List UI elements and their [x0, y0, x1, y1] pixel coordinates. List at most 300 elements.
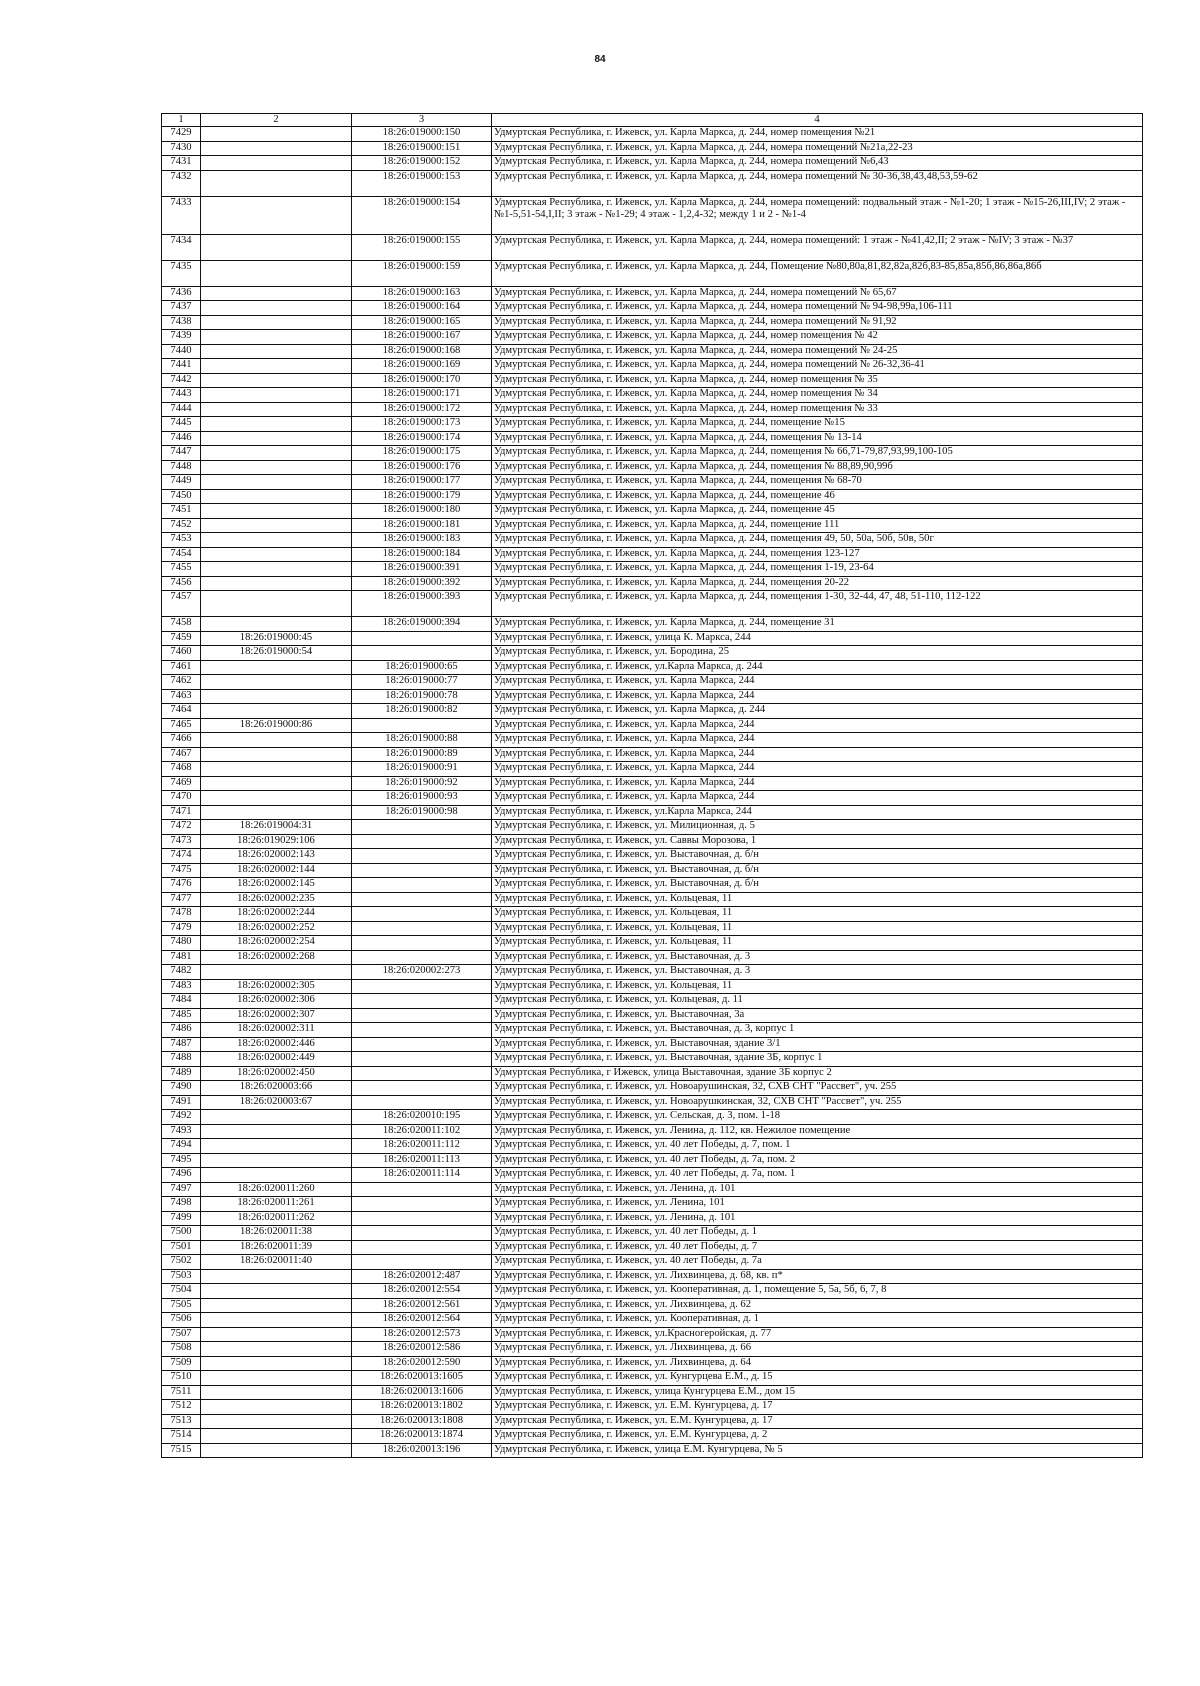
row-number: 7454 — [162, 547, 201, 562]
table-row — [162, 1211, 1143, 1226]
cadastral-number-land: 18:26:020002:449 — [201, 1052, 352, 1067]
cadastral-number-premises: 18:26:019000:163 — [352, 286, 492, 301]
row-number: 7457 — [162, 591, 201, 617]
cadastral-number-premises: 18:26:019000:181 — [352, 518, 492, 533]
address: Удмуртская Республика, г. Ижевск, ул. 40 лет Победы, д. 1 — [492, 1226, 1143, 1241]
cadastral-number-land — [201, 704, 352, 719]
row-number: 7500 — [162, 1226, 201, 1241]
cadastral-number-land: 18:26:020002:307 — [201, 1008, 352, 1023]
row-number: 7463 — [162, 689, 201, 704]
cadastral-number-premises: 18:26:019000:65 — [352, 660, 492, 675]
cadastral-number-land: 18:26:020002:268 — [201, 950, 352, 965]
cadastral-number-land — [201, 301, 352, 316]
cadastral-number-premises — [352, 994, 492, 1009]
cadastral-number-land — [201, 315, 352, 330]
cadastral-number-premises: 18:26:020011:102 — [352, 1124, 492, 1139]
cadastral-number-land: 18:26:020011:261 — [201, 1197, 352, 1212]
address: Удмуртская Республика, г. Ижевск, ул. Карла Маркса, д. 244, номера помещений №21а,22-23 — [492, 141, 1143, 156]
table-row — [162, 1356, 1143, 1371]
table-row — [162, 1443, 1143, 1458]
cadastral-number-premises: 18:26:019000:82 — [352, 704, 492, 719]
address: Удмуртская Республика, г. Ижевск, ул. Выставочная, д. 3 — [492, 950, 1143, 965]
row-number: 7441 — [162, 359, 201, 374]
row-number: 7448 — [162, 460, 201, 475]
address: Удмуртская Республика, г. Ижевск, ул. Лихвинцева, д. 62 — [492, 1298, 1143, 1313]
cadastral-number-premises — [352, 1211, 492, 1226]
table-body — [162, 114, 1143, 1458]
cadastral-number-land — [201, 1124, 352, 1139]
table-row — [162, 576, 1143, 591]
table-row — [162, 1182, 1143, 1197]
address: Удмуртская Республика, г. Ижевск, ул. Выставочная, д. б/н — [492, 849, 1143, 864]
cadastral-number-land — [201, 431, 352, 446]
cadastral-number-premises — [352, 1037, 492, 1052]
table-row — [162, 286, 1143, 301]
table-row — [162, 1153, 1143, 1168]
table-row — [162, 1008, 1143, 1023]
cadastral-number-land: 18:26:020011:260 — [201, 1182, 352, 1197]
address: Удмуртская Республика, г. Ижевск, ул. Карла Маркса, 244 — [492, 675, 1143, 690]
address: Удмуртская Республика, г. Ижевск, ул. Кооперативная, д. 1 — [492, 1313, 1143, 1328]
cadastral-number-land — [201, 591, 352, 617]
table-row — [162, 979, 1143, 994]
address: Удмуртская Республика, г. Ижевск, ул.Карла Маркса, д. 244 — [492, 660, 1143, 675]
address: Удмуртская Республика, г. Ижевск, ул. Карла Маркса, д. 244, номер помещения № 42 — [492, 330, 1143, 345]
table-row — [162, 631, 1143, 646]
address: Удмуртская Республика, г. Ижевск, ул. Кольцевая, 11 — [492, 907, 1143, 922]
cadastral-number-premises — [352, 979, 492, 994]
row-number: 7479 — [162, 921, 201, 936]
address: Удмуртская Республика, г. Ижевск, ул. Карла Маркса, д. 244, номера помещений № 65,67 — [492, 286, 1143, 301]
row-number: 7462 — [162, 675, 201, 690]
table-row — [162, 562, 1143, 577]
table-row — [162, 994, 1143, 1009]
address: Удмуртская Республика, г. Ижевск, ул. 40 лет Победы, д. 7, пом. 1 — [492, 1139, 1143, 1154]
cadastral-number-premises: 18:26:019000:78 — [352, 689, 492, 704]
table-row — [162, 1052, 1143, 1067]
row-number: 7482 — [162, 965, 201, 980]
table-row — [162, 196, 1143, 234]
row-number: 7452 — [162, 518, 201, 533]
row-number: 7513 — [162, 1414, 201, 1429]
cadastral-number-land — [201, 675, 352, 690]
cadastral-number-premises — [352, 646, 492, 661]
cadastral-number-premises: 18:26:020012:561 — [352, 1298, 492, 1313]
row-number: 7498 — [162, 1197, 201, 1212]
row-number: 7506 — [162, 1313, 201, 1328]
table-row — [162, 617, 1143, 632]
address: Удмуртская Республика, г. Ижевск, ул. Кольцевая, 11 — [492, 892, 1143, 907]
cadastral-number-premises: 18:26:019000:176 — [352, 460, 492, 475]
cadastral-number-land — [201, 141, 352, 156]
row-number: 7495 — [162, 1153, 201, 1168]
cadastral-number-premises — [352, 921, 492, 936]
row-number: 7450 — [162, 489, 201, 504]
address: Удмуртская Республика, г. Ижевск, ул. Кунгурцева Е.М., д. 15 — [492, 1371, 1143, 1386]
table-row — [162, 1327, 1143, 1342]
cadastral-number-premises — [352, 1226, 492, 1241]
row-number: 7480 — [162, 936, 201, 951]
row-number: 7512 — [162, 1400, 201, 1415]
cadastral-number-land: 18:26:020002:306 — [201, 994, 352, 1009]
cadastral-number-premises: 18:26:020013:196 — [352, 1443, 492, 1458]
row-number: 7504 — [162, 1284, 201, 1299]
cadastral-number-land: 18:26:020002:143 — [201, 849, 352, 864]
cadastral-number-land — [201, 562, 352, 577]
cadastral-number-premises — [352, 1095, 492, 1110]
table-row — [162, 315, 1143, 330]
row-number: 7447 — [162, 446, 201, 461]
table-row — [162, 762, 1143, 777]
table-row — [162, 504, 1143, 519]
row-number: 7474 — [162, 849, 201, 864]
table-row — [162, 431, 1143, 446]
header-col-1: 1 — [162, 114, 201, 127]
cadastral-number-land — [201, 1371, 352, 1386]
row-number: 7445 — [162, 417, 201, 432]
cadastral-number-premises — [352, 631, 492, 646]
cadastral-number-land — [201, 1414, 352, 1429]
row-number: 7491 — [162, 1095, 201, 1110]
row-number: 7465 — [162, 718, 201, 733]
cadastral-number-land: 18:26:020002:144 — [201, 863, 352, 878]
table-row — [162, 1081, 1143, 1096]
cadastral-number-premises: 18:26:019000:93 — [352, 791, 492, 806]
table-row — [162, 547, 1143, 562]
row-number: 7510 — [162, 1371, 201, 1386]
row-number: 7460 — [162, 646, 201, 661]
address: Удмуртская Республика, г. Ижевск, ул. Карла Маркса, 244 — [492, 776, 1143, 791]
address: Удмуртская Республика, г. Ижевск, ул. Карла Маркса, д. 244, номер помещения № 34 — [492, 388, 1143, 403]
table-row — [162, 950, 1143, 965]
address: Удмуртская Республика, г. Ижевск, ул. Е.М. Кунгурцева, д. 17 — [492, 1414, 1143, 1429]
cadastral-number-premises: 18:26:020013:1874 — [352, 1429, 492, 1444]
table-row — [162, 718, 1143, 733]
table-row — [162, 1298, 1143, 1313]
table-row — [162, 646, 1143, 661]
table-row — [162, 330, 1143, 345]
cadastral-number-premises: 18:26:019000:172 — [352, 402, 492, 417]
page-number: 84 — [594, 54, 606, 65]
address: Удмуртская Республика, г. Ижевск, ул. Карла Маркса, д. 244, помещение 31 — [492, 617, 1143, 632]
cadastral-number-premises — [352, 1081, 492, 1096]
table-row — [162, 878, 1143, 893]
cadastral-number-land — [201, 1153, 352, 1168]
table-row — [162, 1385, 1143, 1400]
row-number: 7487 — [162, 1037, 201, 1052]
row-number: 7453 — [162, 533, 201, 548]
cadastral-number-premises — [352, 1255, 492, 1270]
address: Удмуртская Республика, г. Ижевск, улица Е.М. Кунгурцева, № 5 — [492, 1443, 1143, 1458]
address: Удмуртская Республика, г. Ижевск, ул. Выставочная, д. 3, корпус 1 — [492, 1023, 1143, 1038]
row-number: 7444 — [162, 402, 201, 417]
address: Удмуртская Республика, г. Ижевск, ул. 40 лет Победы, д. 7 — [492, 1240, 1143, 1255]
header-col-4: 4 — [492, 114, 1143, 127]
table-row — [162, 1240, 1143, 1255]
address: Удмуртская Республика, г Ижевск, улица Выставочная, здание 3Б корпус 2 — [492, 1066, 1143, 1081]
row-number: 7443 — [162, 388, 201, 403]
table-row — [162, 591, 1143, 617]
cadastral-number-land: 18:26:020002:252 — [201, 921, 352, 936]
row-number: 7509 — [162, 1356, 201, 1371]
table-row — [162, 1371, 1143, 1386]
cadastral-number-land — [201, 689, 352, 704]
address: Удмуртская Республика, г. Ижевск, ул.Карла Маркса, 244 — [492, 805, 1143, 820]
table-row — [162, 1197, 1143, 1212]
cadastral-number-premises — [352, 1066, 492, 1081]
row-number: 7458 — [162, 617, 201, 632]
address: Удмуртская Республика, г. Ижевск, ул. Карла Маркса, д. 244, помещения № 88,89,90,99б — [492, 460, 1143, 475]
cadastral-number-land: 18:26:020002:450 — [201, 1066, 352, 1081]
table-row — [162, 156, 1143, 171]
cadastral-number-premises — [352, 878, 492, 893]
address: Удмуртская Республика, г. Ижевск, ул. Карла Маркса, д. 244, помещения № 66,71-79,87,93,99,100-105 — [492, 446, 1143, 461]
cadastral-number-land: 18:26:020002:235 — [201, 892, 352, 907]
cadastral-number-premises: 18:26:019000:179 — [352, 489, 492, 504]
property-register-table — [161, 113, 1143, 1458]
address: Удмуртская Республика, г. Ижевск, ул. Саввы Морозова, 1 — [492, 834, 1143, 849]
cadastral-number-land — [201, 489, 352, 504]
header-row — [162, 114, 1143, 127]
address: Удмуртская Республика, г. Ижевск, ул. Карла Маркса, д. 244 — [492, 704, 1143, 719]
address: Удмуртская Республика, г. Ижевск, ул. 40 лет Победы, д. 7а, пом. 1 — [492, 1168, 1143, 1183]
cadastral-number-land — [201, 344, 352, 359]
row-number: 7446 — [162, 431, 201, 446]
cadastral-number-premises: 18:26:020013:1802 — [352, 1400, 492, 1415]
address: Удмуртская Республика, г. Ижевск, ул. Новоарушкинская, 32, СХВ СНТ "Рассвет", уч. 255 — [492, 1095, 1143, 1110]
cadastral-number-premises: 18:26:019000:171 — [352, 388, 492, 403]
row-number: 7499 — [162, 1211, 201, 1226]
cadastral-number-land — [201, 234, 352, 260]
cadastral-number-premises: 18:26:019000:164 — [352, 301, 492, 316]
table-row — [162, 489, 1143, 504]
table-row — [162, 141, 1143, 156]
cadastral-number-premises — [352, 834, 492, 849]
address: Удмуртская Республика, г. Ижевск, ул. Карла Маркса, д. 244, номера помещений № 24-25 — [492, 344, 1143, 359]
address: Удмуртская Республика, г. Ижевск, ул. Карла Маркса, 244 — [492, 689, 1143, 704]
table-row — [162, 373, 1143, 388]
address: Удмуртская Республика, г. Ижевск, ул. Кольцевая, 11 — [492, 979, 1143, 994]
table-row — [162, 660, 1143, 675]
table-row — [162, 921, 1143, 936]
cadastral-number-land — [201, 170, 352, 196]
cadastral-number-land — [201, 1168, 352, 1183]
address: Удмуртская Республика, г. Ижевск, ул. Карла Маркса, д. 244, номера помещений № 26-32,36-41 — [492, 359, 1143, 374]
address: Удмуртская Республика, г. Ижевск, ул. Ленина, д. 101 — [492, 1211, 1143, 1226]
cadastral-number-premises: 18:26:019000:167 — [352, 330, 492, 345]
row-number: 7469 — [162, 776, 201, 791]
cadastral-number-land — [201, 373, 352, 388]
cadastral-number-land — [201, 747, 352, 762]
cadastral-number-premises: 18:26:019000:175 — [352, 446, 492, 461]
address: Удмуртская Республика, г. Ижевск, ул. Карла Маркса, д. 244, номера помещений № 94-98,99а,106-111 — [492, 301, 1143, 316]
cadastral-number-land — [201, 1269, 352, 1284]
cadastral-number-premises — [352, 1182, 492, 1197]
address: Удмуртская Республика, г. Ижевск, ул. Кольцевая, 11 — [492, 936, 1143, 951]
row-number: 7432 — [162, 170, 201, 196]
table-row — [162, 1139, 1143, 1154]
table-row — [162, 234, 1143, 260]
address: Удмуртская Республика, г. Ижевск, ул. Лихвинцева, д. 66 — [492, 1342, 1143, 1357]
table-row — [162, 1168, 1143, 1183]
table-row — [162, 747, 1143, 762]
cadastral-number-premises: 18:26:020012:573 — [352, 1327, 492, 1342]
table-row — [162, 1110, 1143, 1125]
address: Удмуртская Республика, г. Ижевск, ул. Лихвинцева, д. 64 — [492, 1356, 1143, 1371]
cadastral-number-premises: 18:26:020012:586 — [352, 1342, 492, 1357]
row-number: 7483 — [162, 979, 201, 994]
row-number: 7473 — [162, 834, 201, 849]
row-number: 7437 — [162, 301, 201, 316]
table-row — [162, 518, 1143, 533]
cadastral-number-land — [201, 1110, 352, 1125]
row-number: 7433 — [162, 196, 201, 234]
cadastral-number-land — [201, 965, 352, 980]
cadastral-number-premises — [352, 820, 492, 835]
address: Удмуртская Республика, г. Ижевск, ул. Кооперативная, д. 1, помещение 5, 5а, 5б, 6, 7, 8 — [492, 1284, 1143, 1299]
cadastral-number-land — [201, 260, 352, 286]
cadastral-number-land: 18:26:020002:305 — [201, 979, 352, 994]
row-number: 7439 — [162, 330, 201, 345]
table-row — [162, 907, 1143, 922]
address: Удмуртская Республика, г. Ижевск, ул. Карла Маркса, 244 — [492, 791, 1143, 806]
cadastral-number-premises: 18:26:019000:392 — [352, 576, 492, 591]
address: Удмуртская Республика, г. Ижевск, ул. Ленина, д. 101 — [492, 1182, 1143, 1197]
cadastral-number-land: 18:26:020003:67 — [201, 1095, 352, 1110]
address: Удмуртская Республика, г. Ижевск, ул. Выставочная, д. б/н — [492, 863, 1143, 878]
table-row — [162, 460, 1143, 475]
cadastral-number-land — [201, 286, 352, 301]
cadastral-number-land — [201, 388, 352, 403]
row-number: 7477 — [162, 892, 201, 907]
table-row — [162, 863, 1143, 878]
table-row — [162, 475, 1143, 490]
cadastral-number-land — [201, 504, 352, 519]
cadastral-number-premises: 18:26:020012:554 — [352, 1284, 492, 1299]
cadastral-number-premises — [352, 849, 492, 864]
address: Удмуртская Республика, г. Ижевск, ул. Карла Маркса, 244 — [492, 718, 1143, 733]
cadastral-number-premises: 18:26:020013:1808 — [352, 1414, 492, 1429]
cadastral-number-premises: 18:26:019000:170 — [352, 373, 492, 388]
address: Удмуртская Республика, г. Ижевск, ул. Карла Маркса, д. 244, номера помещений: подвальный этаж - №1-20; 1 этаж - №15-26,III,IV; 2 этаж - №1-5,51-54,I,II; 3 этаж - №1-29; 4 этаж - 1,2,4-32; между 1 и 2 - №1-4 — [492, 196, 1143, 234]
cadastral-number-land: 18:26:020002:254 — [201, 936, 352, 951]
address: Удмуртская Республика, г. Ижевск, ул. Лихвинцева, д. 68, кв. п* — [492, 1269, 1143, 1284]
table-row — [162, 689, 1143, 704]
cadastral-number-premises: 18:26:019000:154 — [352, 196, 492, 234]
row-number: 7511 — [162, 1385, 201, 1400]
table-row — [162, 834, 1143, 849]
table-row — [162, 1037, 1143, 1052]
table-row — [162, 1284, 1143, 1299]
table-row — [162, 733, 1143, 748]
cadastral-number-premises: 18:26:019000:169 — [352, 359, 492, 374]
row-number: 7486 — [162, 1023, 201, 1038]
cadastral-number-premises: 18:26:020013:1606 — [352, 1385, 492, 1400]
address: Удмуртская Республика, г. Ижевск, ул. Карла Маркса, д. 244, номера помещений №6,43 — [492, 156, 1143, 171]
table-row — [162, 402, 1143, 417]
cadastral-number-land — [201, 762, 352, 777]
row-number: 7490 — [162, 1081, 201, 1096]
cadastral-number-land: 18:26:020011:40 — [201, 1255, 352, 1270]
address: Удмуртская Республика, г. Ижевск, ул. Ленина, 101 — [492, 1197, 1143, 1212]
cadastral-number-premises: 18:26:020010:195 — [352, 1110, 492, 1125]
cadastral-number-land — [201, 547, 352, 562]
cadastral-number-premises — [352, 863, 492, 878]
address: Удмуртская Республика, г. Ижевск, ул. Выставочная, д. 3 — [492, 965, 1143, 980]
address: Удмуртская Республика, г. Ижевск, улица Кунгурцева Е.М., дом 15 — [492, 1385, 1143, 1400]
row-number: 7497 — [162, 1182, 201, 1197]
table-row — [162, 776, 1143, 791]
cadastral-number-land — [201, 518, 352, 533]
cadastral-number-land — [201, 402, 352, 417]
address: Удмуртская Республика, г. Ижевск, ул. Карла Маркса, д. 244, помещения 49, 50, 50а, 50б, 50в, 50г — [492, 533, 1143, 548]
address: Удмуртская Республика, г. Ижевск, ул.Красногеройская, д. 77 — [492, 1327, 1143, 1342]
address: Удмуртская Республика, г. Ижевск, ул. Выставочная, здание 3Б, корпус 1 — [492, 1052, 1143, 1067]
address: Удмуртская Республика, г. Ижевск, ул. Кольцевая, 11 — [492, 921, 1143, 936]
cadastral-number-premises: 18:26:019000:92 — [352, 776, 492, 791]
table-row — [162, 704, 1143, 719]
table-row — [162, 1429, 1143, 1444]
address: Удмуртская Республика, г. Ижевск, ул. Карла Маркса, д. 244, помещения № 68-70 — [492, 475, 1143, 490]
cadastral-number-premises — [352, 1197, 492, 1212]
row-number: 7481 — [162, 950, 201, 965]
address: Удмуртская Республика, г. Ижевск, ул. Карла Маркса, 244 — [492, 762, 1143, 777]
cadastral-number-premises: 18:26:019000:391 — [352, 562, 492, 577]
cadastral-number-land — [201, 1443, 352, 1458]
cadastral-number-land: 18:26:019000:45 — [201, 631, 352, 646]
cadastral-number-premises — [352, 718, 492, 733]
cadastral-number-premises: 18:26:019000:168 — [352, 344, 492, 359]
cadastral-number-premises: 18:26:019000:153 — [352, 170, 492, 196]
cadastral-number-premises — [352, 950, 492, 965]
address: Удмуртская Республика, г. Ижевск, ул. Карла Маркса, д. 244, помещение 46 — [492, 489, 1143, 504]
table-row — [162, 1124, 1143, 1139]
cadastral-number-land — [201, 1139, 352, 1154]
cadastral-number-land: 18:26:020003:66 — [201, 1081, 352, 1096]
cadastral-number-premises: 18:26:019000:91 — [352, 762, 492, 777]
table-row — [162, 892, 1143, 907]
row-number: 7488 — [162, 1052, 201, 1067]
row-number: 7459 — [162, 631, 201, 646]
row-number: 7494 — [162, 1139, 201, 1154]
row-number: 7449 — [162, 475, 201, 490]
table-row — [162, 344, 1143, 359]
cadastral-number-premises: 18:26:019000:151 — [352, 141, 492, 156]
row-number: 7508 — [162, 1342, 201, 1357]
row-number: 7429 — [162, 127, 201, 142]
cadastral-number-premises: 18:26:019000:184 — [352, 547, 492, 562]
row-number: 7505 — [162, 1298, 201, 1313]
table-row — [162, 965, 1143, 980]
address: Удмуртская Республика, г. Ижевск, ул. Милиционная, д. 5 — [492, 820, 1143, 835]
row-number: 7503 — [162, 1269, 201, 1284]
cadastral-number-land: 18:26:020002:311 — [201, 1023, 352, 1038]
table-row — [162, 805, 1143, 820]
cadastral-number-land: 18:26:019000:54 — [201, 646, 352, 661]
cadastral-number-land — [201, 460, 352, 475]
cadastral-number-land — [201, 1385, 352, 1400]
address: Удмуртская Республика, г. Ижевск, ул. Карла Маркса, д. 244, номера помещений: 1 этаж - №41,42,II; 2 этаж - №IV; 3 этаж - №37 — [492, 234, 1143, 260]
cadastral-number-land — [201, 776, 352, 791]
cadastral-number-premises: 18:26:019000:77 — [352, 675, 492, 690]
cadastral-number-premises: 18:26:019000:174 — [352, 431, 492, 446]
address: Удмуртская Республика, г. Ижевск, ул. Выставочная, 3а — [492, 1008, 1143, 1023]
address: Удмуртская Республика, г. Ижевск, ул. Карла Маркса, 244 — [492, 747, 1143, 762]
cadastral-number-land — [201, 791, 352, 806]
table-row — [162, 1023, 1143, 1038]
cadastral-number-premises: 18:26:019000:393 — [352, 591, 492, 617]
row-number: 7475 — [162, 863, 201, 878]
